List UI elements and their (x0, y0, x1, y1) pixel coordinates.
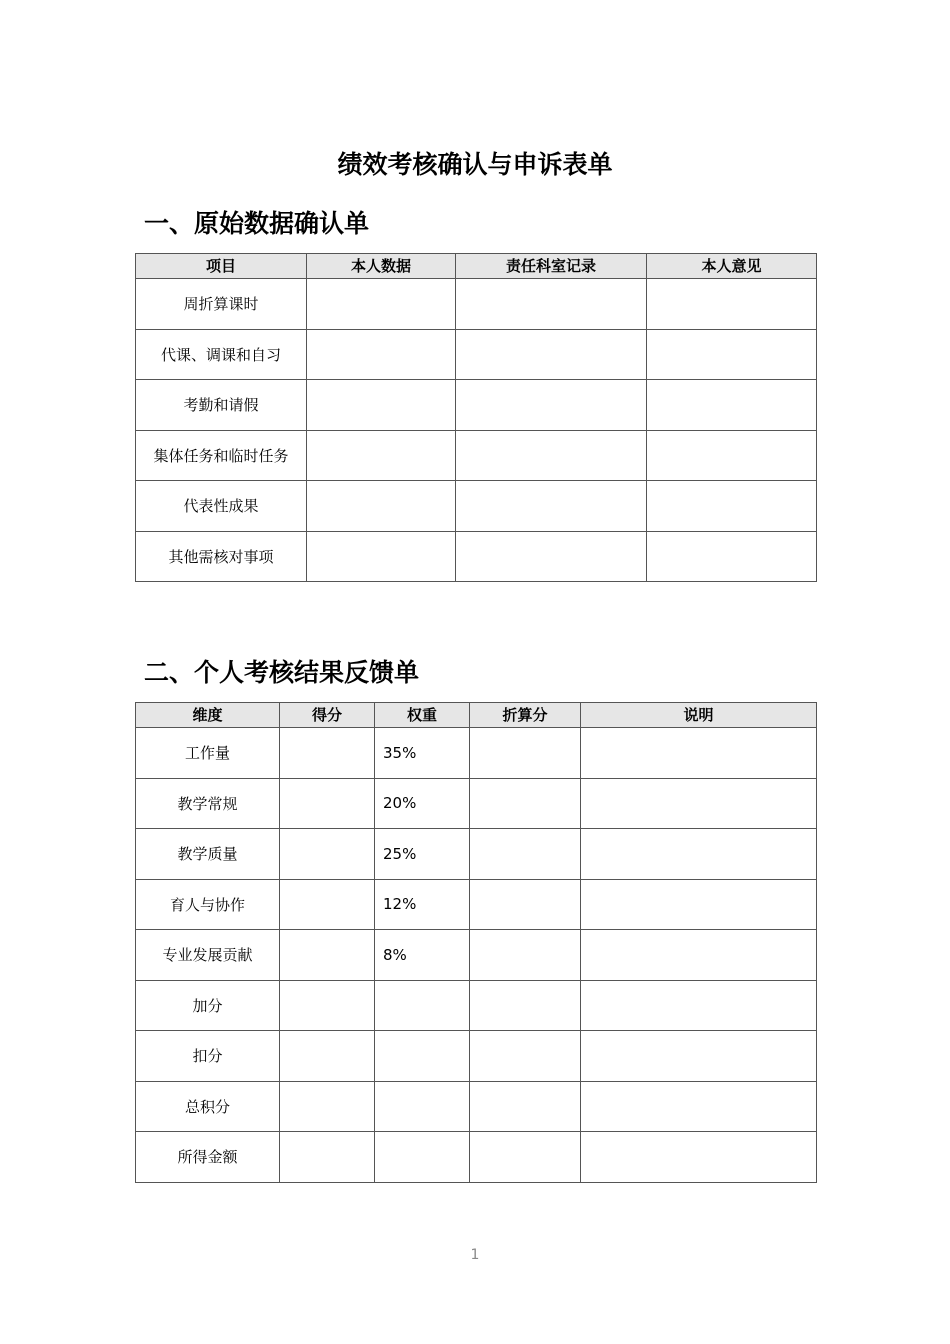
table-row (136, 531, 817, 582)
dimension-label: 育人与协作 (136, 879, 280, 930)
score-cell[interactable] (280, 1031, 375, 1082)
table-row (136, 329, 817, 380)
table-header-row (136, 254, 817, 279)
remarks-cell[interactable] (581, 1031, 817, 1082)
table-row (136, 778, 817, 829)
score-cell[interactable] (280, 930, 375, 981)
own-data-cell[interactable] (307, 380, 456, 431)
row-label: 集体任务和临时任务 (136, 430, 307, 481)
table-row (136, 728, 817, 779)
own-data-cell[interactable] (307, 430, 456, 481)
weight-cell: 20% (375, 778, 470, 829)
own-opinion-cell[interactable] (647, 329, 817, 380)
dimension-label: 总积分 (136, 1081, 280, 1132)
dimension-label: 教学常规 (136, 778, 280, 829)
document-title: 绩效考核确认与申诉表单 (337, 150, 613, 179)
column-header-converted-score: 折算分 (470, 703, 581, 728)
score-cell[interactable] (280, 879, 375, 930)
table-row (136, 380, 817, 431)
remarks-cell[interactable] (581, 980, 817, 1031)
weight-cell: 35% (375, 728, 470, 779)
table-row (136, 930, 817, 981)
weight-cell[interactable] (375, 1081, 470, 1132)
own-opinion-cell[interactable] (647, 531, 817, 582)
converted-score-cell[interactable] (470, 778, 581, 829)
table-row (136, 279, 817, 330)
weight-cell[interactable] (375, 980, 470, 1031)
column-header-own-data: 本人数据 (307, 254, 456, 279)
own-data-cell[interactable] (307, 531, 456, 582)
row-label: 代表性成果 (136, 481, 307, 532)
table-row (136, 1132, 817, 1183)
score-cell[interactable] (280, 980, 375, 1031)
dept-record-cell[interactable] (456, 430, 647, 481)
column-header-weight: 权重 (375, 703, 470, 728)
table-row (136, 1081, 817, 1132)
table-row (136, 879, 817, 930)
remarks-cell[interactable] (581, 778, 817, 829)
section-heading-data-confirmation: 一、原始数据确认单 (144, 209, 370, 238)
page-number: 1 (470, 1247, 480, 1263)
score-cell[interactable] (280, 1132, 375, 1183)
own-opinion-cell[interactable] (647, 380, 817, 431)
weight-cell: 25% (375, 829, 470, 880)
dept-record-cell[interactable] (456, 481, 647, 532)
dept-record-cell[interactable] (456, 329, 647, 380)
converted-score-cell[interactable] (470, 1031, 581, 1082)
data-confirmation-table (135, 253, 817, 582)
own-opinion-cell[interactable] (647, 481, 817, 532)
column-header-dimension: 维度 (136, 703, 280, 728)
converted-score-cell[interactable] (470, 1132, 581, 1183)
section-heading-result-feedback: 二、个人考核结果反馈单 (144, 658, 420, 687)
column-header-remarks: 说明 (581, 703, 817, 728)
converted-score-cell[interactable] (470, 728, 581, 779)
dimension-label: 工作量 (136, 728, 280, 779)
table-row (136, 430, 817, 481)
column-header-score: 得分 (280, 703, 375, 728)
score-cell[interactable] (280, 728, 375, 779)
converted-score-cell[interactable] (470, 879, 581, 930)
row-label: 考勤和请假 (136, 380, 307, 431)
weight-cell: 8% (375, 930, 470, 981)
remarks-cell[interactable] (581, 829, 817, 880)
converted-score-cell[interactable] (470, 829, 581, 880)
remarks-cell[interactable] (581, 879, 817, 930)
weight-cell[interactable] (375, 1031, 470, 1082)
score-cell[interactable] (280, 1081, 375, 1132)
row-label: 其他需核对事项 (136, 531, 307, 582)
own-opinion-cell[interactable] (647, 279, 817, 330)
dept-record-cell[interactable] (456, 279, 647, 330)
column-header-dept-record: 责任科室记录 (456, 254, 647, 279)
score-cell[interactable] (280, 778, 375, 829)
own-data-cell[interactable] (307, 481, 456, 532)
row-label: 代课、调课和自习 (136, 329, 307, 380)
dept-record-cell[interactable] (456, 380, 647, 431)
converted-score-cell[interactable] (470, 980, 581, 1031)
weight-cell[interactable] (375, 1132, 470, 1183)
dimension-label: 专业发展贡献 (136, 930, 280, 981)
own-data-cell[interactable] (307, 329, 456, 380)
table-header-row (136, 703, 817, 728)
converted-score-cell[interactable] (470, 1081, 581, 1132)
dimension-label: 所得金额 (136, 1132, 280, 1183)
dept-record-cell[interactable] (456, 531, 647, 582)
own-opinion-cell[interactable] (647, 430, 817, 481)
table-row (136, 980, 817, 1031)
own-data-cell[interactable] (307, 279, 456, 330)
column-header-item: 项目 (136, 254, 307, 279)
dimension-label: 教学质量 (136, 829, 280, 880)
dimension-label: 扣分 (136, 1031, 280, 1082)
row-label: 周折算课时 (136, 279, 307, 330)
remarks-cell[interactable] (581, 930, 817, 981)
remarks-cell[interactable] (581, 1132, 817, 1183)
dimension-label: 加分 (136, 980, 280, 1031)
table-row (136, 829, 817, 880)
column-header-own-opinion: 本人意见 (647, 254, 817, 279)
score-cell[interactable] (280, 829, 375, 880)
remarks-cell[interactable] (581, 1081, 817, 1132)
weight-cell: 12% (375, 879, 470, 930)
table-row (136, 1031, 817, 1082)
table-row (136, 481, 817, 532)
result-feedback-table (135, 702, 817, 1183)
remarks-cell[interactable] (581, 728, 817, 779)
converted-score-cell[interactable] (470, 930, 581, 981)
